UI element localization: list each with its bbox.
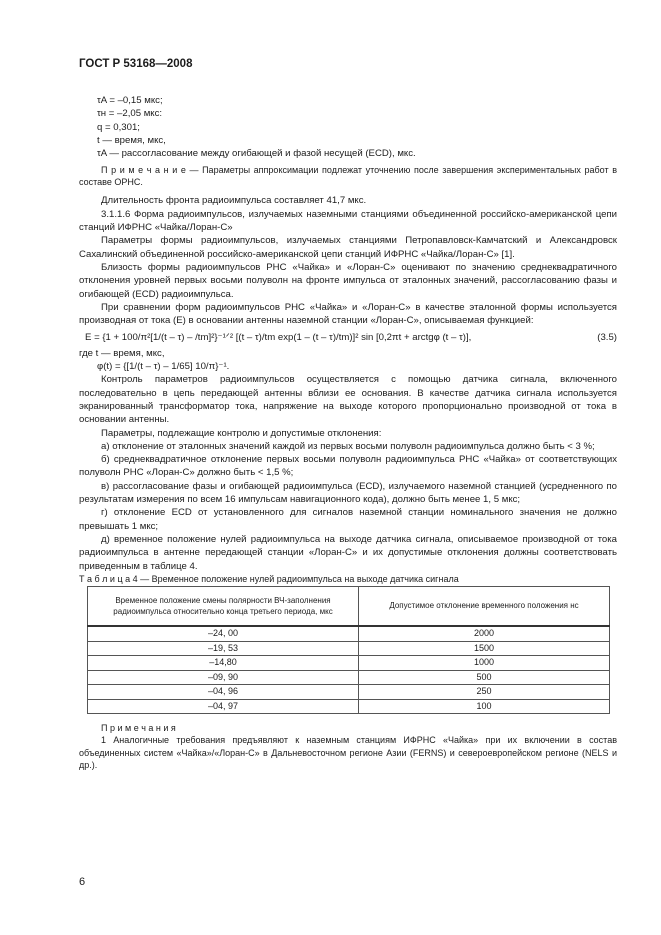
list-item-a: а) отклонение от эталонных значений каждой из первых восьми полуволн радиоимпульса должно быть < 3 %; <box>101 440 595 452</box>
formula-number: (3.5) <box>597 332 617 344</box>
definitions-list <box>79 94 617 160</box>
table-caption-text: 4 — Временное положение нулей радиоимпульса на выходе датчика сигнала <box>130 573 459 584</box>
list-item-b: б) среднеквадратичное отклонение первых восьми полуволн радиоимпульса РНС «Чайка» от соответствующих полуволн РНС «Лоран-С» должно быть < 1,5 %; <box>79 454 617 479</box>
table-cell-time: –09, 90 <box>88 670 359 685</box>
definition-ecd: τA — рассогласование между огибающей и фазой несущей (ЕСD), мкс. <box>97 148 416 160</box>
table-caption-label: Т а б л и ц а <box>79 573 131 584</box>
table-row <box>88 685 610 700</box>
table-cell-deviation: 1500 <box>359 641 610 656</box>
table-cell-deviation: 100 <box>359 699 610 714</box>
header-allowed-deviation: Допустимое отклонение временного положения нс <box>359 587 610 627</box>
document-body <box>79 94 617 771</box>
table-cell-time: –04, 96 <box>88 685 359 700</box>
table-notes <box>79 722 617 771</box>
table-cell-time: –14,80 <box>88 656 359 671</box>
list-item-g: г) отклонение ЕСD от установленного для сигналов наземной станции номинального значения не должно превышать 1 мкс; <box>79 507 617 532</box>
table-row <box>88 641 610 656</box>
definition-t: t — время, мкс, <box>97 134 166 146</box>
table-row <box>88 699 610 714</box>
paragraph-front-duration: Длительность фронта радиоимпульса составляет 41,7 мкс. <box>101 195 367 207</box>
note-item: 1 Аналогичные требования предъявляют к наземным станциям ИФРНС «Чайка» при их включении в состав объединенных систем «Чайка»/«Лоран-С» в Дальневосточном регионе Азии (FERNS) и североевропейском регионе (NELS и др.). <box>79 735 617 770</box>
table-cell-time: –24, 00 <box>88 626 359 641</box>
table-cell-deviation: 2000 <box>359 626 610 641</box>
notes-label: П р и м е ч а н и я <box>101 723 176 734</box>
note-label: П р и м е ч а н и е <box>101 165 186 176</box>
definition-tau-a: τA = –0,15 мкс; <box>97 95 163 106</box>
note-text: — Параметры аппроксимации подлежат уточнению после завершения экспериментальных работ в составе ОРНС. <box>79 165 617 188</box>
list-item-d: д) временное положение нулей радиоимпульса на выходе датчика сигнала, описываемое производной от тока радиоимпульса в антенне передающей станции «Лоран-С» и их допустимые отклонения должны соответствовать приведенным в таблице 4. <box>79 533 617 572</box>
table-caption <box>79 573 617 586</box>
definition-q: q = 0,301; <box>97 121 140 133</box>
table-cell-deviation: 250 <box>359 685 610 700</box>
table-row <box>88 670 610 685</box>
header-polarity-change: Временное положение смены полярности ВЧ-заполнения радиоимпульса относительно конца третьего периода, мкс <box>88 587 359 627</box>
page-header: ГОСТ Р 53168—2008 <box>79 58 193 70</box>
paragraph-reference-form: При сравнении форм радиоимпульсов РНС «Чайка» и «Лоран-С» в качестве эталонной формы используется производная от тока (Е) в основании антенны наземной станции «Лоран-С», описываемая функцией: <box>79 301 617 327</box>
paragraph-parameters-intro: Параметры, подлежащие контролю и допустимые отклонения: <box>101 427 382 439</box>
zero-position-table <box>87 586 610 714</box>
list-item-v: в) рассогласование фазы и огибающей радиоимпульса (ЕСD), излучаемого наземной станцией (усредненного по результатам измерения по всем 16 импульсам навигационного кода), должно быть менее 1, 5 мкс; <box>79 480 617 506</box>
paragraph-pulse-parameters: Параметры формы радиоимпульсов, излучаемых станциями Петропавловск-Камчатский и Александровск Сахалинский объединенной российско-американской цепи станций ИФРНС «Чайка/Лоран-С» [1]. <box>79 235 617 260</box>
table-cell-time: –04, 97 <box>88 699 359 714</box>
where-t: где t — время, мкс, <box>79 347 165 359</box>
where-phi: φ(t) = {[1/(t – τ) – 1/65] 10/π}⁻¹. <box>97 361 230 373</box>
formula-expression: E = {1 + 100/π²[1/(t – τ) – /tm]²}⁻¹ᐟ² [(t – τ)/tm exp(1 – (t – τ)/tm)]² sin [0,2πt + arctgφ (t – τ)], <box>85 332 472 344</box>
paragraph-proximity: Близость формы радиоимпульсов РНС «Чайка» и «Лоран-С» оценивают по значению среднеквадратичного отклонения уровней первых восьми полуволн на фронте импульса от эталонных значений, рассогласованию фазы и огибающей (ЕСD) радиоимпульса. <box>79 261 617 300</box>
definition-tau-n: τн = –2,05 мкс: <box>97 108 163 120</box>
page-number: 6 <box>79 876 86 888</box>
paragraph-section-3-1-1-6: 3.1.1.6 Форма радиоимпульсов, излучаемых наземными станциями объединенной российско-американской цепи станций ИФРНС «Чайка/Лоран-С» <box>79 208 617 234</box>
table-row <box>88 656 610 671</box>
table-cell-deviation: 500 <box>359 670 610 685</box>
paragraph-control: Контроль параметров радиоимпульсов осуществляется с помощью датчика сигнала, включенного последовательно в цепь передающей антенны вблизи ее основания. В качестве датчика сигнала используется экранированный трансформатор тока, напряжение на выходе которого пропорционально производной от тока в основании антенны. <box>79 374 617 426</box>
note-approximation <box>79 164 617 188</box>
table-cell-deviation: 1000 <box>359 656 610 671</box>
table-cell-time: –19, 53 <box>88 641 359 656</box>
formula-3-5 <box>79 331 617 344</box>
table-header-row <box>88 587 610 627</box>
table-row <box>88 626 610 641</box>
